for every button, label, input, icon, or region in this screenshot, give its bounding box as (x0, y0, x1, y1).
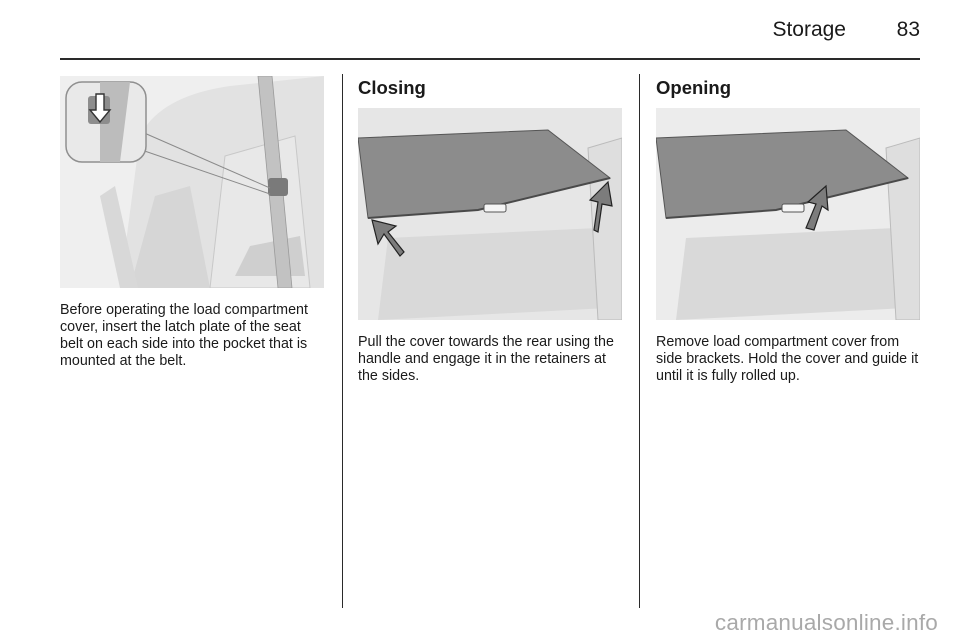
column-divider-left (342, 74, 343, 608)
seatbelt-instructions: Before operating the load compartment cover, insert the latch plate of the seat belt on each side into the pocket that is mounted at the belt. (60, 302, 308, 369)
closing-illustration (358, 108, 622, 320)
page-header (60, 0, 920, 60)
page-number: 83 (896, 18, 920, 41)
section-title: Storage (772, 18, 846, 41)
column-opening (656, 74, 922, 385)
closing-instructions: Pull the cover towards the rear using the handle and engage it in the retainers at the sides. (358, 334, 614, 384)
watermark: carmanualsonline.info (714, 610, 938, 635)
opening-instructions: Remove load compartment cover from side brackets. Hold the cover and guide it until it is fully rolled up. (656, 334, 919, 384)
opening-illustration (656, 108, 920, 320)
column-divider-right (639, 74, 640, 608)
heading-closing: Closing (358, 77, 426, 98)
heading-opening: Opening (656, 77, 732, 98)
column-closing (358, 74, 624, 385)
header-rule (60, 58, 920, 60)
column-seatbelt (60, 74, 326, 370)
seatbelt-illustration (60, 76, 324, 288)
